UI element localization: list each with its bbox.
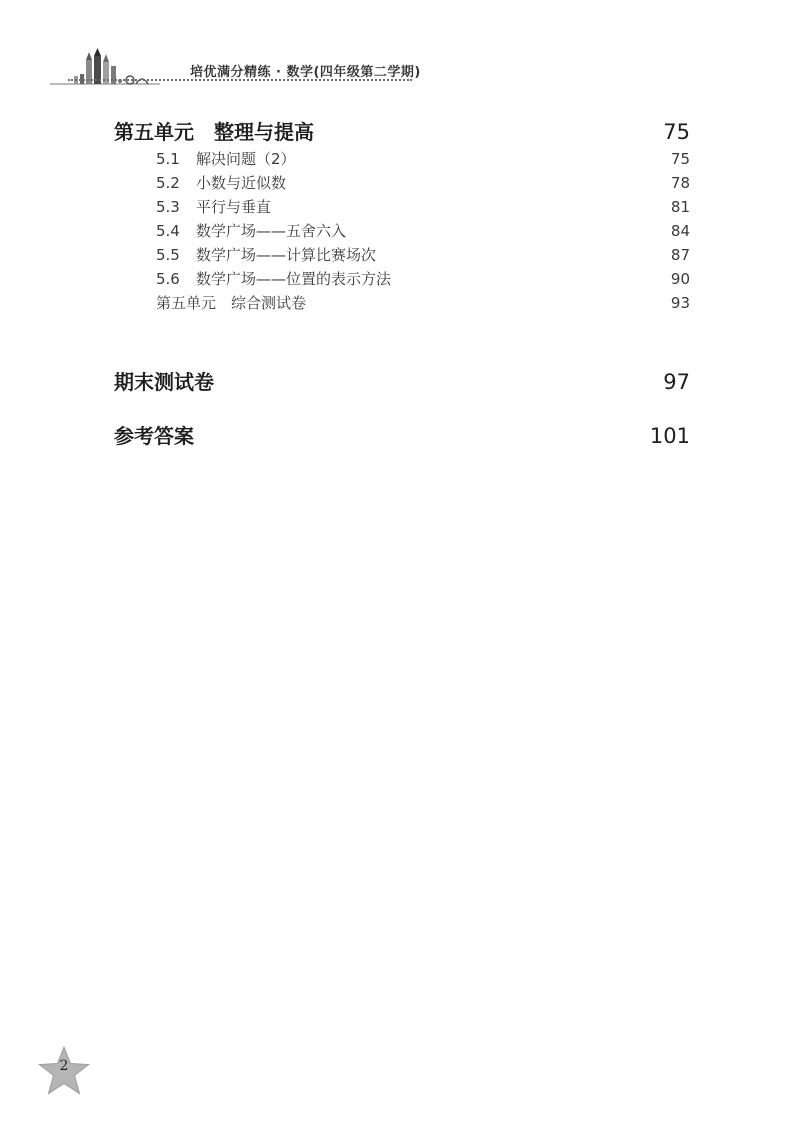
section-number: 5.4 — [156, 222, 180, 240]
toc-unit-title: 第五单元 整理与提高 — [114, 120, 314, 144]
unit-test-title: 第五单元 综合测试卷 — [156, 294, 307, 312]
section-page: 87 — [670, 246, 690, 264]
answers-title: 参考答案 — [114, 424, 194, 448]
header-title: 培优满分精练 · 数学(四年级第二学期) — [190, 65, 421, 80]
toc-section-row[interactable] — [156, 220, 690, 241]
answers-page: 101 — [649, 424, 690, 448]
section-number: 5.1 — [156, 150, 180, 168]
section-page: 81 — [670, 198, 690, 216]
unit-test-page: 93 — [670, 294, 690, 312]
toc-section-row[interactable] — [156, 196, 690, 217]
section-number: 5.2 — [156, 174, 180, 192]
final-exam-page: 97 — [663, 370, 690, 394]
section-number: 5.3 — [156, 198, 180, 216]
section-page: 75 — [670, 150, 690, 168]
toc-section-row[interactable] — [156, 244, 690, 265]
section-title: 平行与垂直 — [196, 198, 272, 216]
final-exam-title: 期末测试卷 — [114, 370, 214, 394]
section-number: 5.5 — [156, 246, 180, 264]
section-title: 解决问题（2） — [196, 150, 296, 168]
section-page: 78 — [670, 174, 690, 192]
section-title: 数学广场——计算比赛场次 — [196, 246, 377, 264]
section-title: 小数与近似数 — [196, 174, 287, 192]
toc-section-row[interactable] — [156, 268, 690, 289]
section-number: 5.6 — [156, 270, 180, 288]
toc-unit-heading[interactable] — [114, 116, 690, 145]
section-page: 90 — [670, 270, 690, 288]
section-title: 数学广场——五舍六入 — [196, 222, 347, 240]
toc-unit-test-row[interactable] — [156, 292, 690, 313]
pencils-icon — [50, 48, 160, 88]
toc-section-row[interactable] — [156, 172, 690, 193]
toc-final-exam-row[interactable] — [114, 366, 690, 395]
page-number: 2 — [59, 1058, 69, 1074]
page-header — [40, 44, 421, 88]
header-divider — [68, 79, 412, 81]
toc-answers-row[interactable] — [114, 420, 690, 449]
section-title: 数学广场——位置的表示方法 — [196, 270, 392, 288]
toc-section-row[interactable] — [156, 148, 690, 169]
toc-unit-page: 75 — [663, 120, 690, 144]
section-page: 84 — [670, 222, 690, 240]
